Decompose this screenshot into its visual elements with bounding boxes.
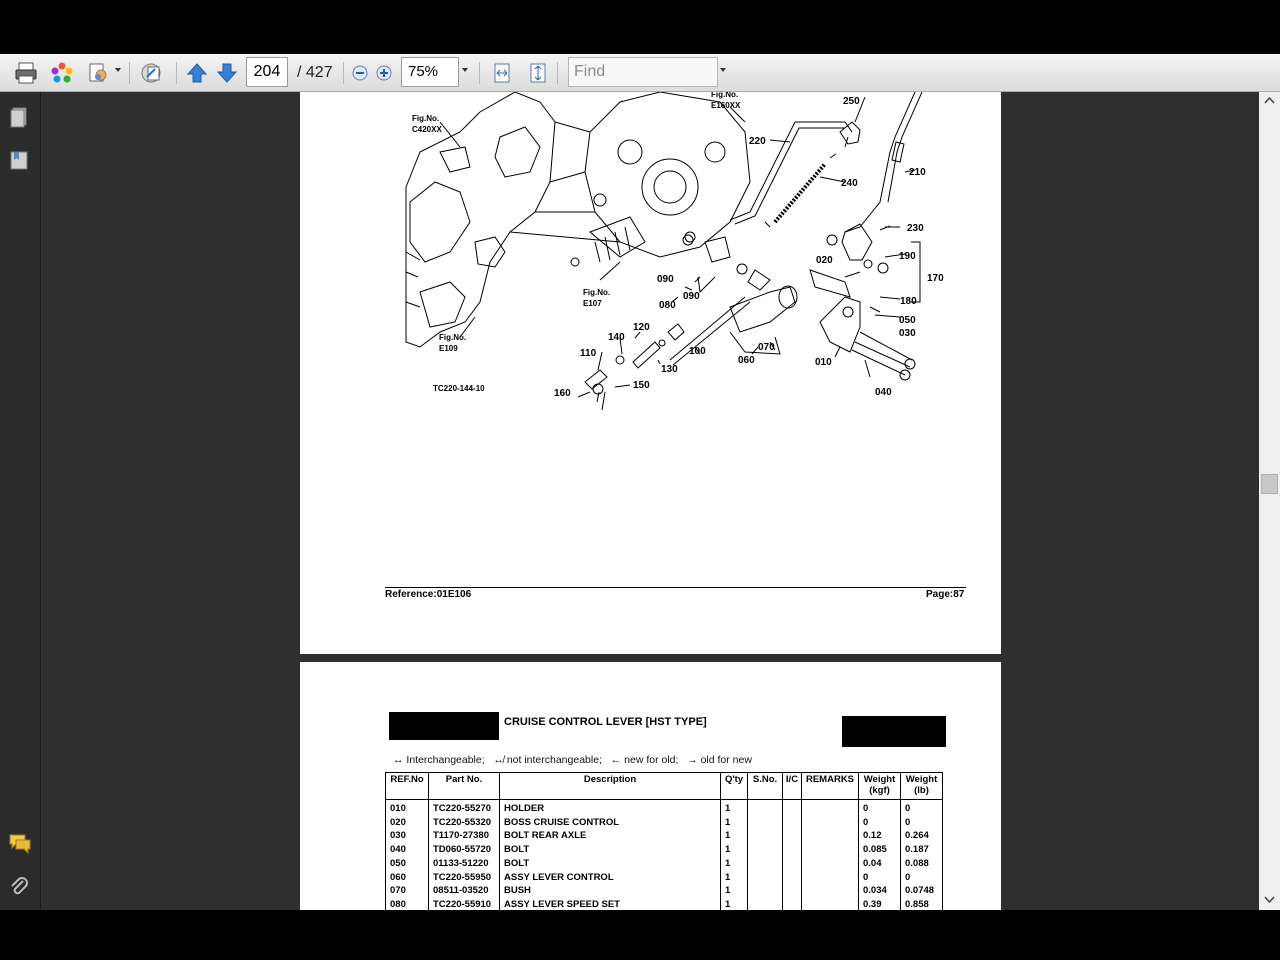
cell-qty: 1: [721, 829, 748, 843]
callout-label: Fig.No.: [412, 114, 440, 123]
callout-label: 070: [758, 342, 775, 353]
fit-page-icon[interactable]: [525, 60, 551, 86]
cell-remarks: [802, 829, 859, 843]
cell-qty: 1: [721, 843, 748, 857]
color-wheel-icon[interactable]: [49, 60, 75, 86]
callout-label: 170: [927, 273, 944, 284]
parts-table: [385, 772, 943, 910]
cell-qty: 1: [721, 871, 748, 885]
cell-part-no: T1170-27380: [429, 829, 500, 843]
cell-weight-kgf: 0.12: [859, 829, 901, 843]
callout-label: 190: [899, 251, 916, 262]
bookmarks-icon[interactable]: [8, 149, 30, 171]
cell-qty: 1: [721, 898, 748, 910]
callout-label: 240: [841, 178, 858, 189]
cell-qty: 1: [721, 884, 748, 898]
cell-description: ASSY LEVER CONTROL: [500, 871, 721, 885]
cell-description: HOLDER: [500, 800, 721, 816]
interchangeability-legend: ↔ Interchangeable; ↮ not interchangeable; ← new for old; → old for new: [393, 754, 752, 766]
cell-ref-no: 020: [386, 816, 429, 830]
document-menu-dropdown[interactable]: [115, 68, 121, 72]
cell-remarks: [802, 857, 859, 871]
parts-table-body: [386, 800, 943, 911]
callout-label: 210: [909, 167, 926, 178]
col-weight-kgf: Weight (kgf): [859, 773, 901, 800]
callout-label: 180: [900, 296, 917, 307]
cell-interchangeable: [783, 816, 802, 830]
table-row: [386, 884, 943, 898]
col-description: Description: [500, 773, 721, 800]
cell-interchangeable: [783, 857, 802, 871]
scrollbar-thumb[interactable]: [1261, 474, 1278, 494]
cell-weight-kgf: 0.39: [859, 898, 901, 910]
cell-weight-lb: 0.0748: [901, 884, 943, 898]
callout-label: 150: [633, 380, 650, 391]
cell-serial-no: [748, 816, 783, 830]
table-row: [386, 871, 943, 885]
table-row: [386, 857, 943, 871]
callout-label: E107: [583, 299, 602, 308]
window-bottom-bar: [0, 910, 1280, 960]
cell-part-no: TC220-55320: [429, 816, 500, 830]
callout-label: 030: [899, 328, 916, 339]
col-interchangeable: I/C: [783, 773, 802, 800]
cell-description: BOLT REAR AXLE: [500, 829, 721, 843]
callout-label: Fig.No.: [711, 92, 739, 99]
zoom-out-icon[interactable]: [347, 60, 373, 86]
cell-description: ASSY LEVER SPEED SET: [500, 898, 721, 910]
cell-part-no: 01133-51220: [429, 857, 500, 871]
cell-weight-lb: 0.264: [901, 829, 943, 843]
callout-label: TC220-144-10: [433, 384, 485, 393]
callout-label: 250: [843, 96, 860, 107]
cell-interchangeable: [783, 898, 802, 910]
cell-weight-lb: 0: [901, 816, 943, 830]
cell-serial-no: [748, 857, 783, 871]
footer-rule: [385, 587, 966, 588]
window-top-bar: [0, 0, 1280, 54]
cell-ref-no: 040: [386, 843, 429, 857]
separator: [176, 62, 177, 84]
cell-description: BUSH: [500, 884, 721, 898]
pdf-page: [300, 662, 1001, 910]
callout-label: Fig.No.: [583, 288, 611, 297]
next-page-icon[interactable]: [214, 60, 240, 86]
cell-serial-no: [748, 898, 783, 910]
cell-ref-no: 030: [386, 829, 429, 843]
cell-remarks: [802, 884, 859, 898]
cell-remarks: [802, 898, 859, 910]
cell-weight-lb: 0.187: [901, 843, 943, 857]
callout-label: Fig.No.: [439, 333, 467, 342]
table-row: [386, 843, 943, 857]
attachments-icon[interactable]: [8, 876, 30, 898]
parts-list-title: CRUISE CONTROL LEVER [HST TYPE]: [504, 716, 707, 728]
callout-label: 090: [657, 274, 674, 285]
cell-ref-no: 080: [386, 898, 429, 910]
callout-label: E109: [439, 344, 458, 353]
table-row: [386, 898, 943, 910]
col-part-no: Part No.: [429, 773, 500, 800]
redacted-block: [842, 716, 946, 747]
callout-label: 080: [659, 300, 676, 311]
cell-part-no: TC220-55910: [429, 898, 500, 910]
callout-label: 010: [815, 357, 832, 368]
cell-remarks: [802, 843, 859, 857]
cell-qty: 1: [721, 800, 748, 816]
scroll-up-icon[interactable]: [1264, 96, 1275, 104]
callout-label: 120: [633, 322, 650, 333]
pdf-toolbar: [0, 54, 1280, 92]
separator: [343, 62, 344, 84]
redacted-block: [389, 712, 499, 740]
zoom-in-icon[interactable]: [371, 60, 397, 86]
document-properties-icon[interactable]: [86, 60, 112, 86]
navigation-panel: [0, 92, 41, 910]
col-qty: Q'ty: [721, 773, 748, 800]
cell-weight-kgf: 0.034: [859, 884, 901, 898]
footer-reference: Reference:01E106: [385, 589, 472, 600]
cell-weight-lb: 0.088: [901, 857, 943, 871]
cell-ref-no: 070: [386, 884, 429, 898]
cell-serial-no: [748, 884, 783, 898]
scroll-down-icon[interactable]: [1264, 896, 1275, 904]
callout-label: 140: [608, 332, 625, 343]
find-options-dropdown[interactable]: [720, 68, 726, 72]
separator: [557, 62, 558, 84]
callout-label: 220: [749, 136, 766, 147]
fit-width-icon[interactable]: [489, 60, 515, 86]
cell-ref-no: 050: [386, 857, 429, 871]
cell-weight-kgf: 0: [859, 800, 901, 816]
separator: [479, 62, 480, 84]
vertical-scrollbar[interactable]: [1259, 92, 1280, 910]
cell-remarks: [802, 800, 859, 816]
cell-weight-kgf: 0: [859, 816, 901, 830]
callout-label: 050: [899, 315, 916, 326]
cell-weight-lb: 0: [901, 800, 943, 816]
callout-label: 160: [554, 388, 571, 399]
callout-label: C420XX: [412, 125, 442, 134]
cell-interchangeable: [783, 843, 802, 857]
separator: [129, 62, 130, 84]
page-number-input[interactable]: 204: [246, 57, 288, 87]
cell-description: BOLT: [500, 857, 721, 871]
comments-icon[interactable]: [8, 832, 30, 854]
callout-label: 130: [661, 364, 678, 375]
cell-interchangeable: [783, 829, 802, 843]
exploded-parts-diagram: [300, 92, 1001, 412]
cell-serial-no: [748, 871, 783, 885]
callout-label: E160XX: [711, 101, 741, 110]
cell-weight-kgf: 0.04: [859, 857, 901, 871]
col-weight-lb: Weight (lb): [901, 773, 943, 800]
cell-weight-kgf: 0: [859, 871, 901, 885]
print-icon[interactable]: [13, 60, 39, 86]
cell-remarks: [802, 816, 859, 830]
col-remarks: REMARKS: [802, 773, 859, 800]
cell-part-no: TC220-55950: [429, 871, 500, 885]
cell-qty: 1: [721, 857, 748, 871]
table-row: [386, 816, 943, 830]
pages-icon[interactable]: [8, 106, 30, 128]
page-total-label: / 427: [297, 64, 333, 81]
cell-ref-no: 060: [386, 871, 429, 885]
sign-icon[interactable]: [139, 60, 165, 86]
callout-label: 040: [875, 387, 892, 398]
cell-part-no: TC220-55270: [429, 800, 500, 816]
table-row: [386, 829, 943, 843]
cell-weight-lb: 0: [901, 871, 943, 885]
callout-label: 060: [738, 355, 755, 366]
cell-part-no: 08511-03520: [429, 884, 500, 898]
col-serial-no: S.No.: [748, 773, 783, 800]
parts-table-header: [386, 773, 943, 800]
cell-weight-kgf: 0.085: [859, 843, 901, 857]
cell-interchangeable: [783, 800, 802, 816]
document-viewport[interactable]: [41, 92, 1259, 910]
cell-interchangeable: [783, 871, 802, 885]
pdf-page: [300, 92, 1001, 654]
table-row: [386, 800, 943, 816]
callout-label: 100: [689, 346, 706, 357]
cell-serial-no: [748, 829, 783, 843]
callout-label: 090: [683, 291, 700, 302]
cell-qty: 1: [721, 816, 748, 830]
cell-ref-no: 010: [386, 800, 429, 816]
cell-interchangeable: [783, 884, 802, 898]
cell-part-no: TD060-55720: [429, 843, 500, 857]
callout-label: 020: [816, 255, 833, 266]
callout-label: 110: [580, 348, 597, 359]
cell-description: BOLT: [500, 843, 721, 857]
cell-serial-no: [748, 800, 783, 816]
cell-remarks: [802, 871, 859, 885]
footer-page-number: Page:87: [926, 589, 965, 600]
cell-weight-lb: 0.858: [901, 898, 943, 910]
callout-label: 230: [907, 223, 924, 234]
zoom-dropdown[interactable]: [462, 68, 468, 72]
cell-description: BOSS CRUISE CONTROL: [500, 816, 721, 830]
find-input[interactable]: Find: [568, 57, 718, 87]
cell-serial-no: [748, 843, 783, 857]
col-ref-no: REF.No: [386, 773, 429, 800]
previous-page-icon[interactable]: [184, 60, 210, 86]
zoom-level-input[interactable]: 75%: [401, 57, 459, 87]
